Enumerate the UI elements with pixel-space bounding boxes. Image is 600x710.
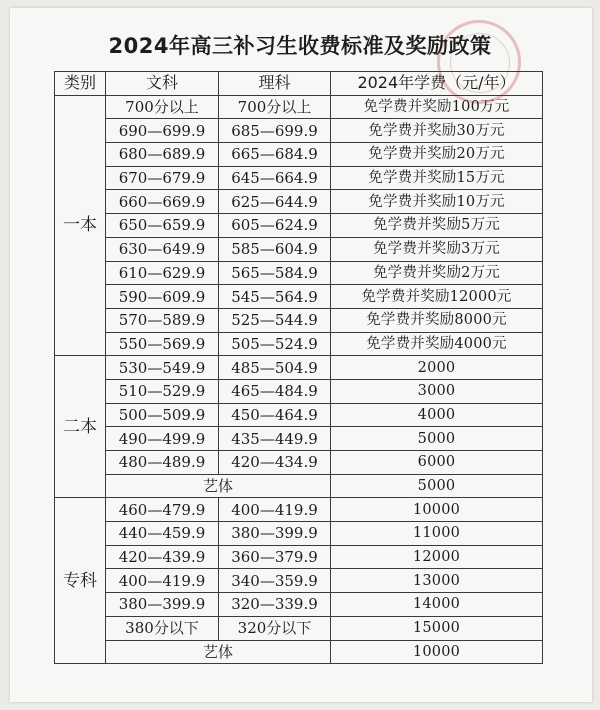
arts-score-cell: 380—399.9	[106, 593, 219, 617]
arts-score-cell: 630—649.9	[106, 237, 219, 261]
table-row	[55, 190, 543, 214]
science-score-cell: 380—399.9	[219, 522, 331, 546]
arts-score-cell: 690—699.9	[106, 119, 219, 143]
table-row	[55, 616, 543, 640]
header-category: 类别	[55, 72, 106, 96]
table-row	[55, 332, 543, 356]
science-score-cell: 625—644.9	[219, 190, 331, 214]
fee-table	[54, 71, 543, 664]
science-score-cell: 525—544.9	[219, 308, 331, 332]
fee-cell: 免学费并奖励30万元	[331, 119, 543, 143]
fee-cell: 10000	[331, 498, 543, 522]
arts-score-cell: 510—529.9	[106, 379, 219, 403]
fee-cell: 免学费并奖励10万元	[331, 190, 543, 214]
arts-score-cell: 380分以下	[106, 616, 219, 640]
table-row	[55, 237, 543, 261]
science-score-cell: 665—684.9	[219, 143, 331, 167]
science-score-cell: 320分以下	[219, 616, 331, 640]
table-row	[55, 545, 543, 569]
arts-score-cell: 530—549.9	[106, 356, 219, 380]
fee-cell: 免学费并奖励8000元	[331, 308, 543, 332]
table-row	[55, 95, 543, 119]
table-row	[55, 308, 543, 332]
fee-cell: 免学费并奖励20万元	[331, 143, 543, 167]
fee-cell: 免学费并奖励2万元	[331, 261, 543, 285]
table-row	[55, 569, 543, 593]
arts-score-cell: 670—679.9	[106, 166, 219, 190]
header-row	[55, 72, 543, 96]
science-score-cell: 545—564.9	[219, 285, 331, 309]
science-score-cell: 340—359.9	[219, 569, 331, 593]
arts-score-cell: 460—479.9	[106, 498, 219, 522]
fee-cell: 6000	[331, 451, 543, 475]
table-row	[55, 285, 543, 309]
fee-cell: 13000	[331, 569, 543, 593]
science-score-cell: 485—504.9	[219, 356, 331, 380]
arts-score-cell: 440—459.9	[106, 522, 219, 546]
arts-score-cell: 500—509.9	[106, 403, 219, 427]
arts-score-cell: 480—489.9	[106, 451, 219, 475]
science-score-cell: 505—524.9	[219, 332, 331, 356]
science-score-cell: 565—584.9	[219, 261, 331, 285]
table-row	[55, 261, 543, 285]
table-row	[55, 403, 543, 427]
table-row	[55, 143, 543, 167]
fee-cell: 免学费并奖励4000元	[331, 332, 543, 356]
table-row	[55, 214, 543, 238]
fee-cell: 11000	[331, 522, 543, 546]
table-row	[55, 498, 543, 522]
table-row	[55, 166, 543, 190]
arts-score-cell: 610—629.9	[106, 261, 219, 285]
fee-cell: 14000	[331, 593, 543, 617]
science-score-cell: 450—464.9	[219, 403, 331, 427]
arts-score-cell: 660—669.9	[106, 190, 219, 214]
table-row	[55, 356, 543, 380]
arts-score-cell: 700分以上	[106, 95, 219, 119]
header-fee: 2024年学费（元/年）	[331, 72, 543, 96]
table-row	[55, 451, 543, 475]
category-cell: 专科	[55, 498, 106, 664]
arts-score-cell: 570—589.9	[106, 308, 219, 332]
art-label-cell: 艺体	[106, 640, 331, 664]
art-label-cell: 艺体	[106, 474, 331, 498]
science-score-cell: 435—449.9	[219, 427, 331, 451]
arts-score-cell: 550—569.9	[106, 332, 219, 356]
header-arts: 文科	[106, 72, 219, 96]
art-row	[55, 474, 543, 498]
science-score-cell: 585—604.9	[219, 237, 331, 261]
science-score-cell: 605—624.9	[219, 214, 331, 238]
fee-cell: 免学费并奖励5万元	[331, 214, 543, 238]
category-cell: 二本	[55, 356, 106, 498]
science-score-cell: 685—699.9	[219, 119, 331, 143]
science-score-cell: 700分以上	[219, 95, 331, 119]
science-score-cell: 360—379.9	[219, 545, 331, 569]
arts-score-cell: 420—439.9	[106, 545, 219, 569]
table-row	[55, 119, 543, 143]
art-row	[55, 640, 543, 664]
science-score-cell: 320—339.9	[219, 593, 331, 617]
arts-score-cell: 490—499.9	[106, 427, 219, 451]
fee-cell: 5000	[331, 427, 543, 451]
fee-cell: 10000	[331, 640, 543, 664]
science-score-cell: 400—419.9	[219, 498, 331, 522]
table-row	[55, 593, 543, 617]
fee-cell: 3000	[331, 379, 543, 403]
document-title: 2024年高三补习生收费标准及奖励政策	[108, 34, 492, 58]
category-cell: 一本	[55, 95, 106, 356]
header-science: 理科	[219, 72, 331, 96]
fee-cell: 免学费并奖励3万元	[331, 237, 543, 261]
fee-cell: 免学费并奖励100万元	[331, 95, 543, 119]
fee-cell: 5000	[331, 474, 543, 498]
table-row	[55, 427, 543, 451]
fee-cell: 免学费并奖励15万元	[331, 166, 543, 190]
arts-score-cell: 650—659.9	[106, 214, 219, 238]
science-score-cell: 465—484.9	[219, 379, 331, 403]
fee-cell: 4000	[331, 403, 543, 427]
science-score-cell: 420—434.9	[219, 451, 331, 475]
fee-cell: 12000	[331, 545, 543, 569]
science-score-cell: 645—664.9	[219, 166, 331, 190]
fee-cell: 免学费并奖励12000元	[331, 285, 543, 309]
arts-score-cell: 590—609.9	[106, 285, 219, 309]
fee-cell: 2000	[331, 356, 543, 380]
table-row	[55, 522, 543, 546]
table-row	[55, 379, 543, 403]
fee-table-body	[55, 95, 543, 664]
arts-score-cell: 680—689.9	[106, 143, 219, 167]
arts-score-cell: 400—419.9	[106, 569, 219, 593]
fee-cell: 15000	[331, 616, 543, 640]
